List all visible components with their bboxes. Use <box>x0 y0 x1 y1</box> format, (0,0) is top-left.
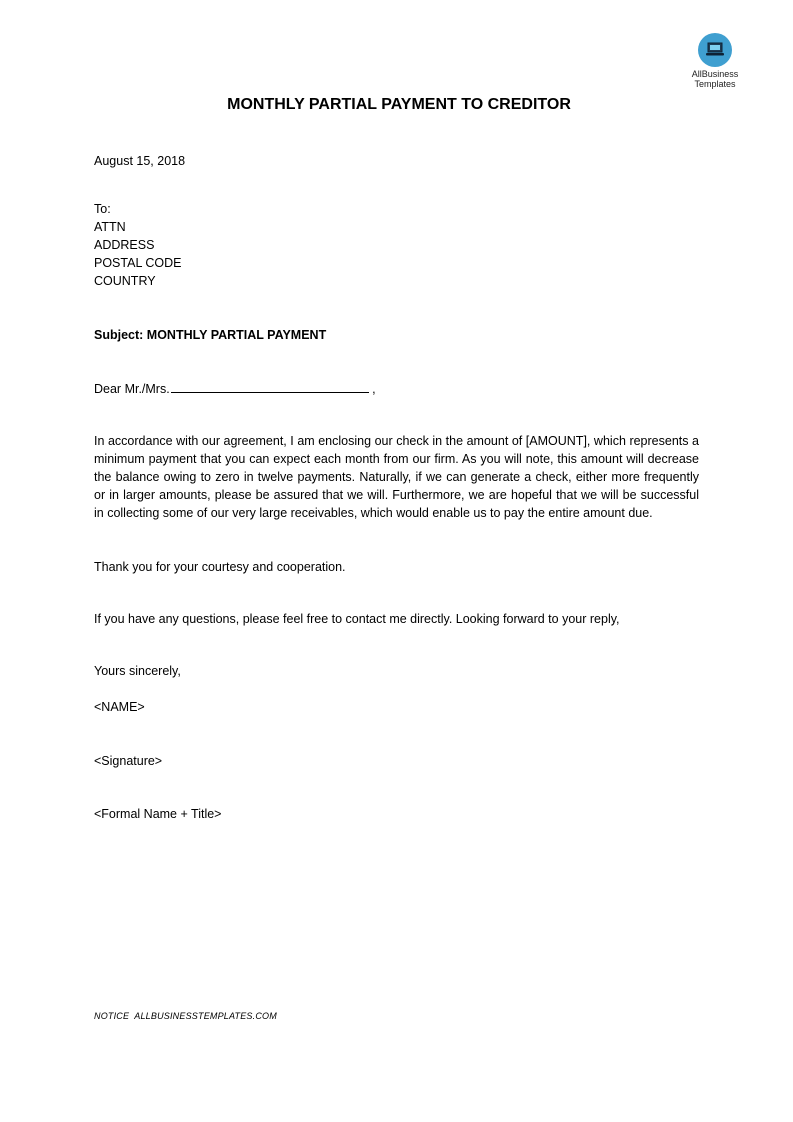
logo-text: AllBusiness Templates <box>691 69 739 89</box>
footer-notice: NOTICE ALLBUSINESSTEMPLATES.COM <box>94 1011 277 1021</box>
recipient-attn: ATTN <box>94 220 126 234</box>
letter-date: August 15, 2018 <box>94 154 186 168</box>
page-title: MONTHLY PARTIAL PAYMENT TO CREDITOR <box>227 96 571 113</box>
subject-label: Subject: <box>94 328 144 342</box>
thanks-line: Thank you for your courtesy and cooperation. <box>94 560 346 574</box>
body-paragraph: In accordance with our agreement, I am enclosing our check in the amount of [AMOUNT], which represents a minimum payment that you can expect each month from our firm. As you will note, this amount will decrease the balance owing to zero in twelve payments. Naturally, if we can generate a check, either more frequently or in larger amounts, please be assured that we will. Furthermore, we are hopeful that we will be successful in collecting some of our very large receivables, which would enable us to pay the entire amount due. <box>94 434 699 520</box>
recipient-address: ADDRESS <box>94 238 155 252</box>
formal-name-title: <Formal Name + Title> <box>94 807 222 821</box>
sign-off: Yours sincerely, <box>94 664 181 678</box>
recipient-to: To: <box>94 202 111 216</box>
brand-logo <box>688 33 742 89</box>
recipient-country: COUNTRY <box>94 274 156 288</box>
salutation <box>94 380 376 398</box>
name-blank-line <box>171 380 369 393</box>
laptop-icon <box>698 33 732 67</box>
questions-line: If you have any questions, please feel free to contact me directly. Looking forward to your reply, <box>94 612 620 626</box>
salutation-prefix: Dear Mr./Mrs. <box>94 382 170 396</box>
sender-name: <NAME> <box>94 700 145 714</box>
subject-value: MONTHLY PARTIAL PAYMENT <box>146 328 327 342</box>
signature-placeholder: <Signature> <box>94 754 163 768</box>
salutation-suffix: , <box>368 382 376 396</box>
recipient-postal-code: POSTAL CODE <box>94 256 182 270</box>
subject-line <box>94 326 326 344</box>
